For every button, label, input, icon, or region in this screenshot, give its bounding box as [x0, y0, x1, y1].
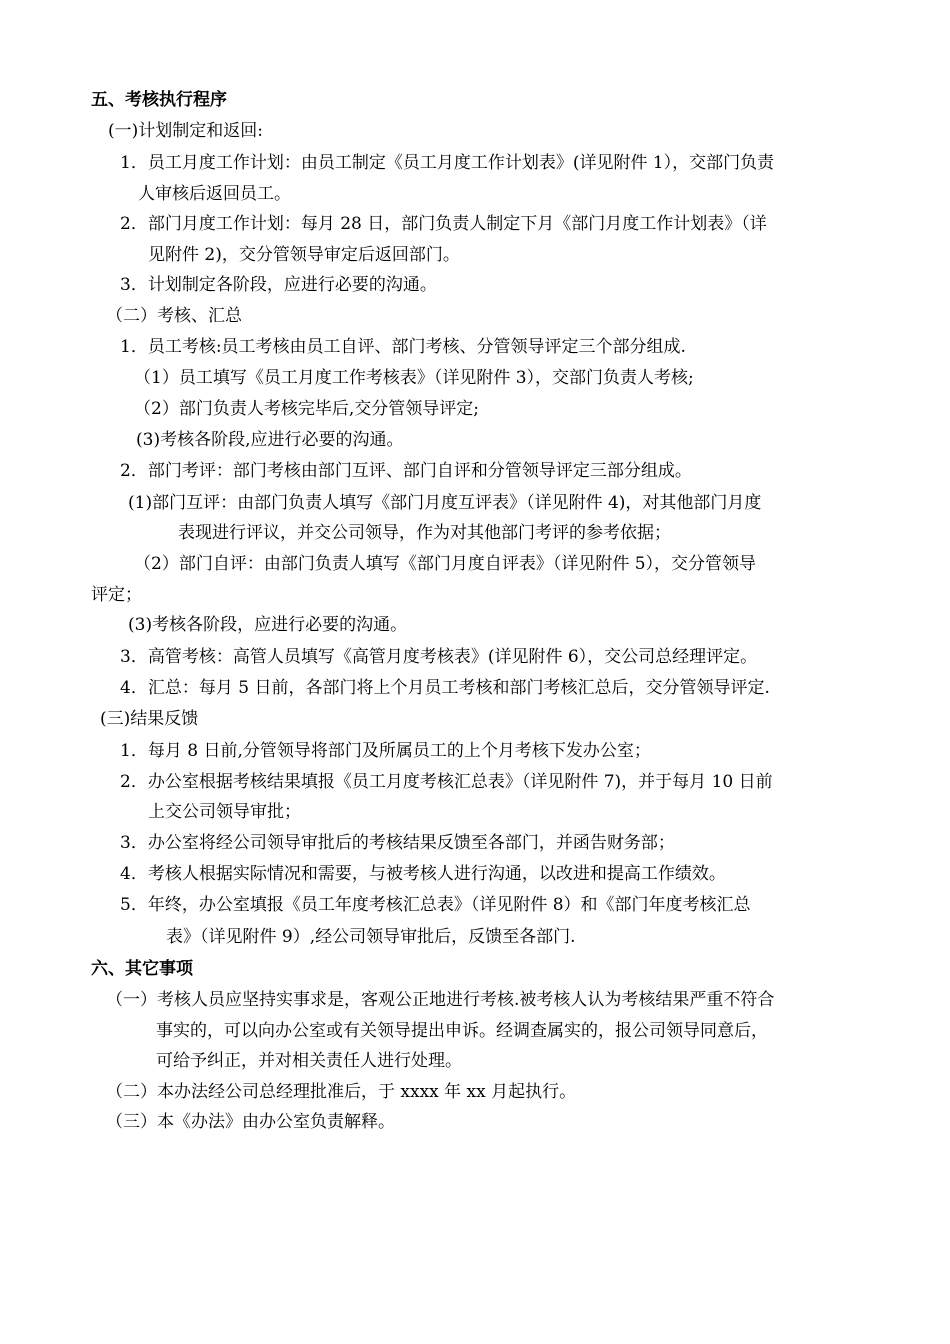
sub-list-item: (3)考核各阶段,应进行必要的沟通。: [136, 430, 404, 450]
paragraph: （三）本《办法》由办公室负责解释。: [106, 1112, 395, 1132]
paragraph-continuation: 可给予纠正，并对相关责任人进行处理。: [156, 1051, 462, 1071]
section-6-heading: 六、其它事项: [91, 959, 193, 979]
sub-list-item: （2）部门自评：由部门负责人填写《部门月度自评表》（详见附件 5），交分管领导: [134, 554, 757, 574]
paragraph: （一）考核人员应坚持实事求是，客观公正地进行考核.被考核人认为考核结果严重不符合: [106, 990, 775, 1010]
sub-list-item: （2）部门负责人考核完毕后,交分管领导评定;: [134, 399, 479, 419]
section-5-heading: 五、考核执行程序: [91, 90, 227, 110]
paragraph: （二）本办法经公司总经理批准后，于 xxxx 年 xx 月起执行。: [106, 1082, 577, 1102]
list-item: 1．每月 8 日前,分管领导将部门及所属员工的上个月考核下发办公室；: [120, 741, 651, 761]
subsection-3-heading: (三)结果反馈: [100, 709, 199, 729]
list-item-continuation: 见附件 2)，交分管领导审定后返回部门。: [148, 245, 460, 265]
list-item: 3．高管考核：高管人员填写《高管月度考核表》(详见附件 6），交公司总经理评定。: [120, 647, 758, 667]
list-item: 2．部门考评：部门考核由部门互评、部门自评和分管领导评定三部分组成。: [120, 461, 692, 481]
list-item: 4．考核人根据实际情况和需要，与被考核人进行沟通，以改进和提高工作绩效。: [120, 864, 726, 884]
paragraph-continuation: 事实的，可以向办公室或有关领导提出申诉。经调查属实的，报公司领导同意后，: [156, 1021, 768, 1041]
list-item-continuation: 上交公司领导审批；: [148, 802, 301, 822]
subsection-2-heading: （二）考核、汇总: [106, 306, 242, 326]
list-item: 5．年终，办公室填报《员工年度考核汇总表》（详见附件 8）和《部门年度考核汇总: [120, 895, 751, 915]
list-item: 1．员工月度工作计划：由员工制定《员工月度工作计划表》(详见附件 1），交部门负责: [120, 153, 775, 173]
list-item: 1．员工考核:员工考核由员工自评、部门考核、分管领导评定三个部分组成.: [120, 337, 686, 357]
sub-list-item: (1)部门互评：由部门负责人填写《部门月度互评表》（详见附件 4)，对其他部门月度: [128, 493, 762, 513]
list-item: 3．办公室将经公司领导审批后的考核结果反馈至各部门，并函告财务部；: [120, 833, 675, 853]
sub-list-item: (3)考核各阶段，应进行必要的沟通。: [128, 615, 408, 635]
list-item-continuation: 人审核后返回员工。: [138, 184, 291, 204]
subsection-1-heading: (一)计划制定和返回:: [108, 121, 263, 141]
sub-list-item-continuation: 评定；: [91, 585, 142, 605]
list-item: 2．办公室根据考核结果填报《员工月度考核汇总表》（详见附件 7)，并于每月 10 日前: [120, 772, 773, 792]
list-item: 4．汇总：每月 5 日前，各部门将上个月员工考核和部门考核汇总后，交分管领导评定.: [120, 678, 770, 698]
sub-list-item-continuation: 表现进行评议，并交公司领导，作为对其他部门考评的参考依据；: [178, 523, 671, 543]
sub-list-item: （1）员工填写《员工月度工作考核表》（详见附件 3），交部门负责人考核;: [134, 368, 694, 388]
list-item: 2．部门月度工作计划：每月 28 日，部门负责人制定下月《部门月度工作计划表》（详: [120, 214, 767, 234]
list-item-continuation: 表》（详见附件 9）,经公司领导审批后，反馈至各部门.: [166, 927, 576, 947]
list-item: 3．计划制定各阶段，应进行必要的沟通。: [120, 275, 437, 295]
